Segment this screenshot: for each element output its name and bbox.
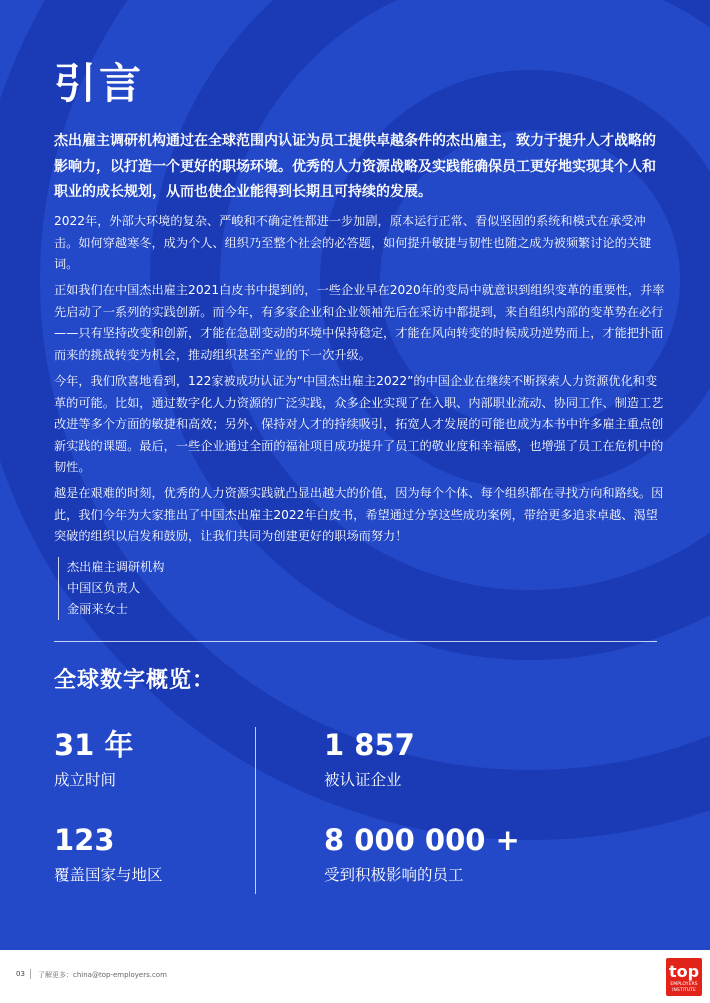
footer-contact: 了解更多：china@top-employers.com <box>38 971 167 979</box>
svg-text:INSTITUTE: INSTITUTE <box>672 988 696 993</box>
stat-value: 123 <box>54 823 115 857</box>
stats-divider <box>255 727 256 894</box>
intro-paragraph: 杰出雇主调研机构通过在全球范围内认证为员工提供卓越条件的杰出雇主，致力于提升人才战略的影响力，以打造一个更好的职场环境。优秀的人力资源战略及实践能确保员工更好地实现其个人和职业的成长规划，从而也使企业能得到长期且可持续的发展。 <box>54 133 656 200</box>
stat-years <box>54 727 133 791</box>
svg-text:top: top <box>668 962 700 981</box>
stat-label: 被认证企业 <box>324 771 402 789</box>
stat-value: 1 857 <box>324 728 415 762</box>
body-paragraph: 2022年，外部大环境的复杂、严峻和不确定性都进一步加剧，原本运行正常、看似坚固的系统和模式在承受冲击。如何穿越寒冬，成为个人、组织乃至整个社会的必答题，如何提升敏捷与韧性也随之成为被频繁讨论的关键词。 <box>54 214 652 272</box>
stat-label: 受到积极影响的员工 <box>324 866 464 884</box>
stat-value: 8 000 000 + <box>324 823 520 857</box>
page-number: 03 <box>16 970 25 978</box>
body-paragraph: 今年，我们欣喜地看到，122家被成功认证为“中国杰出雇主2022”的中国企业在继续不断探索人力资源优化和变革的可能。比如，通过数字化人力资源的广泛实践，众多企业实现了在入职、内部职业流动、协同工作、制造工艺改进等多个方面的敏捷和高效；另外，保持对人才的持续吸引，拓宽人才发展的可能也成为本书中许多雇主重点创新实践的课题。最后，一些企业通过全面的福祉项目成功提升了员工的敬业度和幸福感，也增强了员工在危机中的韧性。 <box>54 374 664 475</box>
body-paragraph: 正如我们在中国杰出雇主2021白皮书中提到的，一些企业早在2020年的变局中就意识到组织变革的重要性，并率先启动了一系列的实践创新。而今年，有多家企业和企业领袖先后在采访中都提到，来自组织内部的变革势在必行——只有坚持改变和创新，才能在急剧变动的环境中保持稳定，才能在风向转变的时候成功逆势而上，才能把扑面而来的挑战转变为机会，推动组织甚至产业的下一次升级。 <box>54 283 665 362</box>
footer-separator <box>30 969 31 979</box>
page-title: 引言 <box>54 59 145 108</box>
signature-org: 杰出雇主调研机构 <box>67 560 165 574</box>
stats-title: 全球数字概览： <box>54 668 216 693</box>
stat-label: 覆盖国家与地区 <box>54 866 163 884</box>
signature-name: 金丽来女士 <box>67 602 128 616</box>
section-divider <box>54 641 657 642</box>
stat-label: 成立时间 <box>54 771 117 789</box>
signature-role: 中国区负责人 <box>67 581 141 595</box>
stat-employees <box>324 822 520 886</box>
svg-text:EMPLOYERS: EMPLOYERS <box>670 982 698 987</box>
stat-certified <box>324 727 415 791</box>
signature-block <box>58 557 165 620</box>
body-paragraph: 越是在艰难的时刻，优秀的人力资源实践就凸显出越大的价值，因为每个个体、每个组织都在寻找方向和路线。因此，我们今年为大家推出了中国杰出雇主2022年白皮书，希望通过分享这些成功案例，带给更多追求卓越、渴望突破的组织以启发和鼓励，让我们共同为创建更好的职场而努力！ <box>54 486 664 544</box>
page-footer <box>0 950 710 1003</box>
stat-value: 31 年 <box>54 728 134 762</box>
top-employers-logo-icon <box>666 958 702 996</box>
stat-countries <box>54 822 163 886</box>
